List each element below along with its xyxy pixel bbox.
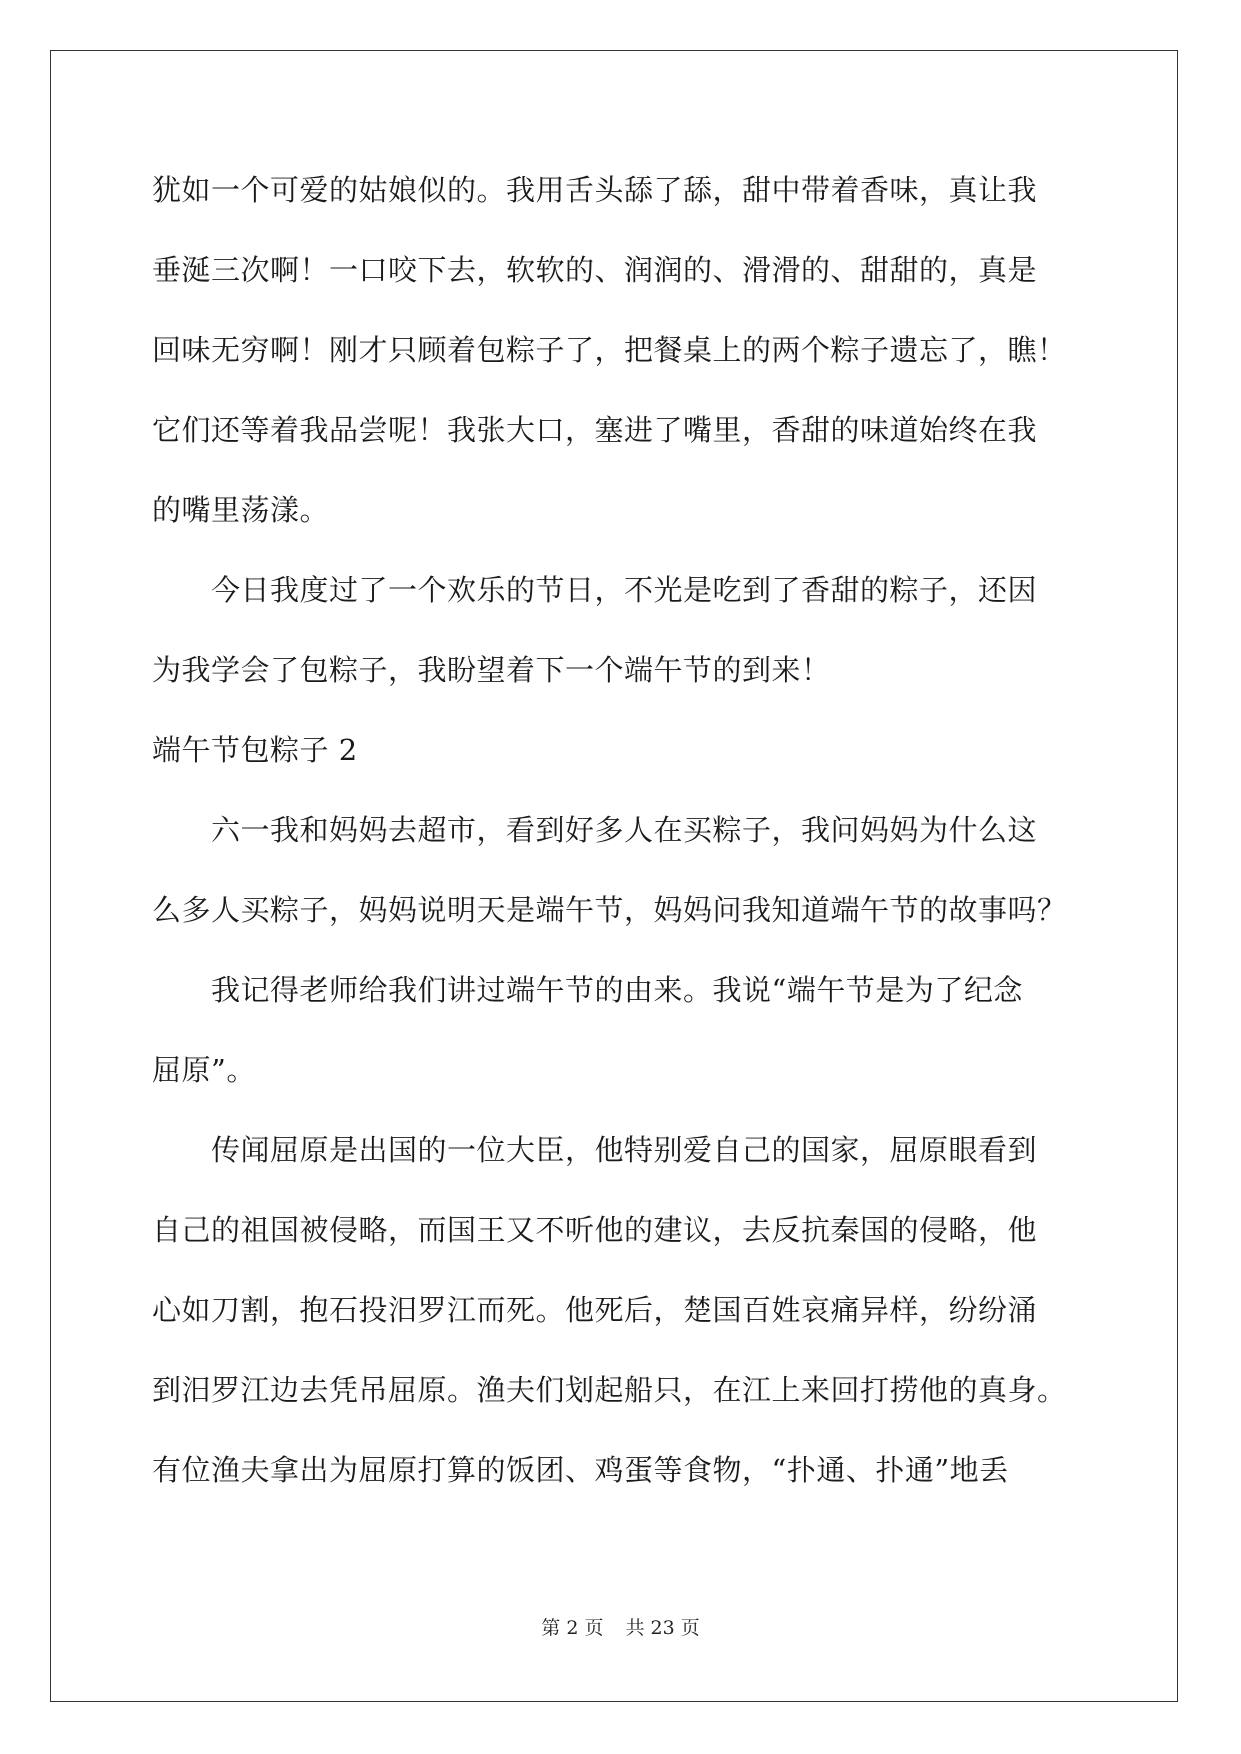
text-line: 屈原”。	[152, 1053, 256, 1087]
text-line: 的嘴里荡漾。	[152, 493, 330, 527]
text-line: 传闻屈原是出国的一位大臣，他特别爱自己的国家，屈原眼看到	[152, 1133, 1038, 1167]
text-line: 犹如一个可爱的姑娘似的。我用舌头舔了舔，甜中带着香味，真让我	[152, 173, 1038, 207]
text-line: 六一我和妈妈去超市，看到好多人在买粽子，我问妈妈为什么这	[152, 813, 1038, 847]
page-footer	[0, 1616, 1241, 1640]
text-line: 么多人买粽子，妈妈说明天是端午节，妈妈问我知道端午节的故事吗？	[152, 893, 1067, 927]
text-line: 它们还等着我品尝呢！我张大口，塞进了嘴里，香甜的味道始终在我	[152, 413, 1038, 447]
text-line: 今日我度过了一个欢乐的节日，不光是吃到了香甜的粽子，还因	[152, 573, 1038, 607]
text-line: 为我学会了包粽子，我盼望着下一个端午节的到来！	[152, 653, 831, 687]
section-heading: 端午节包粽子 2	[152, 733, 358, 767]
text-line: 心如刀割，抱石投汨罗江而死。他死后，楚国百姓哀痛异样，纷纷涌	[152, 1293, 1038, 1327]
page-total: 共 23 页	[625, 1617, 700, 1639]
text-line: 自己的祖国被侵略，而国王又不听他的建议，去反抗秦国的侵略，他	[152, 1213, 1038, 1247]
text-line: 我记得老师给我们讲过端午节的由来。我说“端午节是为了纪念	[152, 973, 1023, 1007]
text-line: 回味无穷啊！刚才只顾着包粽子了，把餐桌上的两个粽子遗忘了，瞧！	[152, 333, 1067, 367]
text-line: 有位渔夫拿出为屈原打算的饭团、鸡蛋等食物，“扑通、扑通”地丢	[152, 1453, 1009, 1487]
page-number: 第 2 页	[541, 1617, 604, 1639]
text-line: 到汨罗江边去凭吊屈原。渔夫们划起船只，在江上来回打捞他的真身。	[152, 1373, 1067, 1407]
text-line: 垂涎三次啊！一口咬下去，软软的、润润的、滑滑的、甜甜的，真是	[152, 253, 1038, 287]
